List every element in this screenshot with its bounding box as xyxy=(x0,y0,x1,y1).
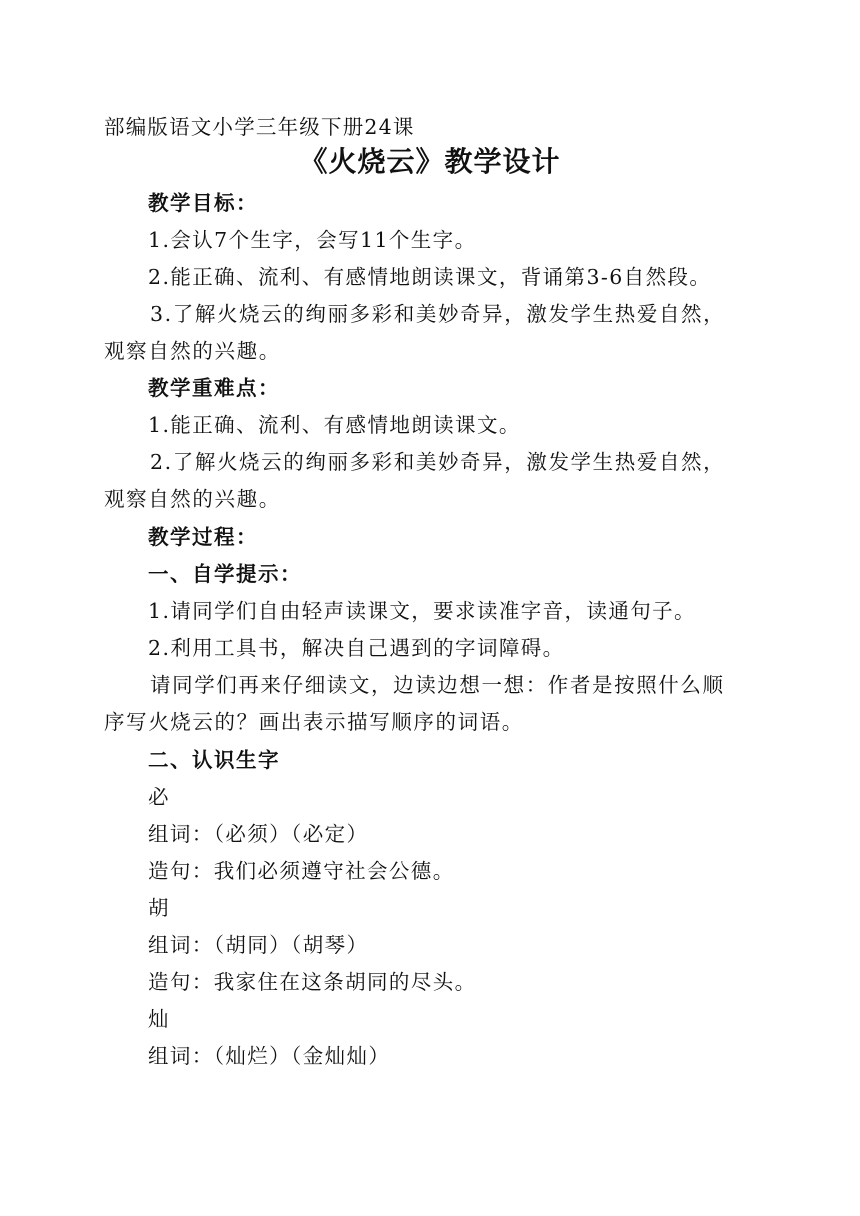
section-2-heading: 二、认识生字 xyxy=(148,748,280,772)
word-formation: 组词：（必须）（必定） xyxy=(148,822,369,846)
process-heading: 教学过程： xyxy=(148,525,258,549)
objective-item-3-line-2: 观察自然的兴趣。 xyxy=(104,339,281,363)
section-1-item-1: 1.请同学们自由轻声读课文，要求读准字音，读通句子。 xyxy=(148,599,696,623)
key-point-item-2-line-2: 观察自然的兴趣。 xyxy=(104,487,281,511)
section-1-paragraph-line-1: 请同学们再来仔细读文，边读边想一想：作者是按照什么顺 xyxy=(150,673,725,697)
new-character: 灿 xyxy=(148,1007,170,1031)
section-1-heading: 一、自学提示： xyxy=(148,562,302,586)
new-character: 胡 xyxy=(148,896,170,920)
example-sentence: 造句：我们必须遵守社会公德。 xyxy=(148,859,455,883)
key-point-item-1: 1.能正确、流利、有感情地朗读课文。 xyxy=(148,413,521,437)
example-sentence: 造句：我家住在这条胡同的尽头。 xyxy=(148,970,477,994)
objective-item-1: 1.会认7个生字，会写11个生字。 xyxy=(148,228,477,252)
word-formation: 组词：（胡同）（胡琴） xyxy=(148,933,369,957)
key-points-heading: 教学重难点： xyxy=(148,376,280,400)
section-1-item-2: 2.利用工具书，解决自己遇到的字词障碍。 xyxy=(148,636,565,660)
key-point-item-2-line-1: 2.了解火烧云的绚丽多彩和美妙奇异，激发学生热爱自然， xyxy=(150,450,726,474)
objective-item-3-line-1: 3.了解火烧云的绚丽多彩和美妙奇异，激发学生热爱自然， xyxy=(150,302,726,326)
course-line: 部编版语文小学三年级下册24课 xyxy=(104,115,415,139)
word-formation: 组词：（灿烂）（金灿灿） xyxy=(148,1044,391,1068)
objective-item-2: 2.能正确、流利、有感情地朗读课文，背诵第3-6自然段。 xyxy=(148,265,712,289)
section-1-paragraph-line-2: 序写火烧云的？画出表示描写顺序的词语。 xyxy=(104,710,524,734)
objectives-heading: 教学目标： xyxy=(148,191,258,215)
document-title: 《火烧云》教学设计 xyxy=(299,145,561,178)
new-character: 必 xyxy=(148,785,170,809)
